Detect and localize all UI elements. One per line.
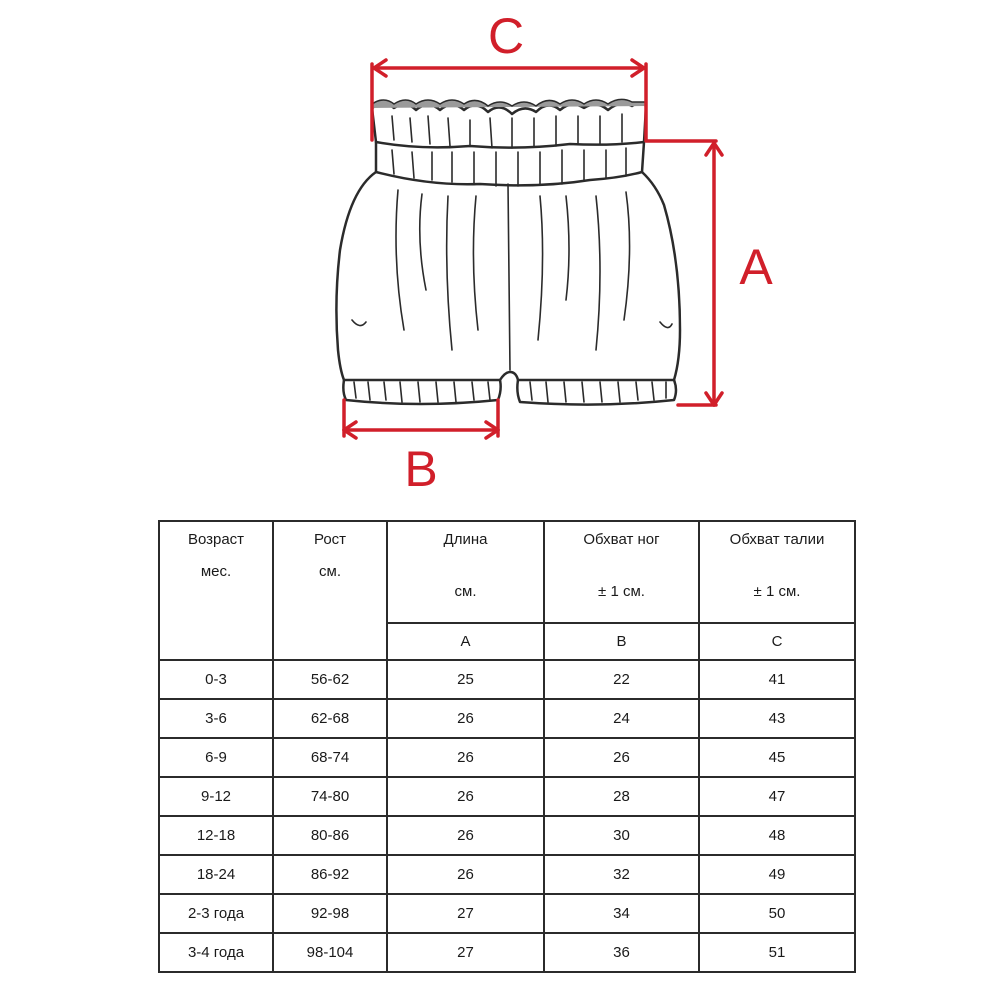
- cell-age: 6-9: [159, 738, 273, 777]
- code-b: B: [544, 623, 699, 660]
- cell-length: 26: [387, 855, 544, 894]
- cell-waist: 48: [699, 816, 855, 855]
- header-age-line2: мес.: [200, 563, 232, 580]
- cell-length: 26: [387, 777, 544, 816]
- cell-waist: 51: [699, 933, 855, 972]
- cell-age: 3-6: [159, 699, 273, 738]
- cell-age: 0-3: [159, 660, 273, 699]
- cell-waist: 43: [699, 699, 855, 738]
- cell-length: 27: [387, 894, 544, 933]
- header-leg-line2: ± 1 см.: [598, 583, 645, 600]
- measurement-arrows: [344, 60, 722, 438]
- cell-leg: 34: [544, 894, 699, 933]
- cell-height: 74-80: [273, 777, 387, 816]
- table-row: [159, 933, 855, 972]
- cell-height: 68-74: [273, 738, 387, 777]
- cell-leg: 32: [544, 855, 699, 894]
- cell-waist: 41: [699, 660, 855, 699]
- cell-height: 98-104: [273, 933, 387, 972]
- code-c: C: [699, 623, 855, 660]
- table-row: [159, 855, 855, 894]
- cell-height: 92-98: [273, 894, 387, 933]
- cell-height: 56-62: [273, 660, 387, 699]
- fold-lines: [352, 184, 672, 370]
- cell-age: 18-24: [159, 855, 273, 894]
- table-row: [159, 738, 855, 777]
- label-b: B: [404, 441, 438, 497]
- cell-leg: 28: [544, 777, 699, 816]
- header-age-line1: Возраст: [187, 531, 245, 548]
- cell-age: 2-3 года: [159, 894, 273, 933]
- header-waist-line2: ± 1 см.: [753, 583, 801, 600]
- code-a: A: [387, 623, 544, 660]
- cell-age: 9-12: [159, 777, 273, 816]
- cell-waist: 49: [699, 855, 855, 894]
- table-row: [159, 777, 855, 816]
- header-leg: [544, 521, 699, 623]
- cell-height: 86-92: [273, 855, 387, 894]
- cell-leg: 30: [544, 816, 699, 855]
- header-height-line1: Рост: [313, 531, 347, 548]
- cell-age: 12-18: [159, 816, 273, 855]
- header-length: [387, 521, 544, 623]
- cell-length: 25: [387, 660, 544, 699]
- header-row: [159, 521, 855, 623]
- table-row: [159, 816, 855, 855]
- cell-age: 3-4 года: [159, 933, 273, 972]
- table-row: [159, 894, 855, 933]
- cell-waist: 45: [699, 738, 855, 777]
- table-row: [159, 699, 855, 738]
- size-table: [158, 520, 856, 973]
- shorts-illustration: [336, 99, 680, 404]
- gathers: [392, 114, 626, 186]
- header-age: [159, 521, 273, 660]
- cell-length: 26: [387, 738, 544, 777]
- header-waist: [699, 521, 855, 623]
- header-length-line1: Длина: [443, 531, 488, 548]
- waistband-seam-1: [376, 142, 644, 148]
- cell-leg: 36: [544, 933, 699, 972]
- label-c: C: [487, 8, 525, 64]
- table-row: [159, 660, 855, 699]
- cell-height: 62-68: [273, 699, 387, 738]
- waistband-seam-2: [376, 172, 642, 185]
- cell-waist: 47: [699, 777, 855, 816]
- header-leg-line1: Обхват ног: [583, 531, 660, 548]
- cell-waist: 50: [699, 894, 855, 933]
- header-length-line2: см.: [454, 583, 477, 600]
- left-cuff: [343, 380, 500, 404]
- cell-leg: 26: [544, 738, 699, 777]
- cell-height: 80-86: [273, 816, 387, 855]
- header-waist-line1: Обхват талии: [729, 531, 825, 548]
- cell-leg: 24: [544, 699, 699, 738]
- cell-length: 26: [387, 816, 544, 855]
- header-height: [273, 521, 387, 660]
- header-height-line2: см.: [319, 563, 341, 580]
- label-a: A: [739, 239, 773, 295]
- cell-leg: 22: [544, 660, 699, 699]
- cell-length: 27: [387, 933, 544, 972]
- cell-length: 26: [387, 699, 544, 738]
- cuff-gathers: [354, 382, 666, 402]
